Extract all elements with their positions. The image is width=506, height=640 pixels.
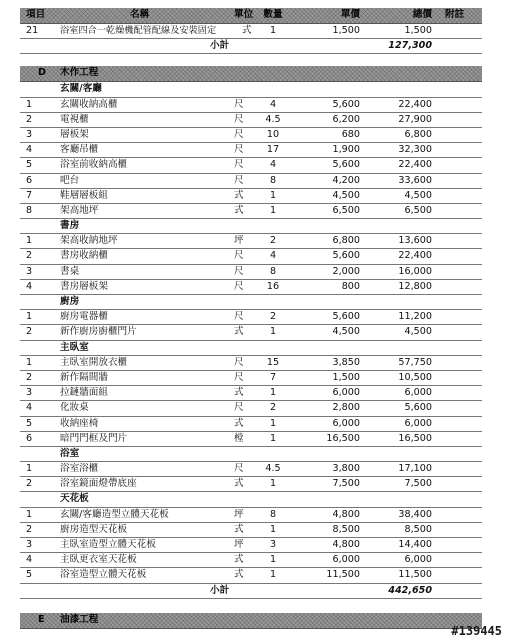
row-name: 新作隔間牆	[60, 371, 108, 383]
section-header-e	[20, 613, 482, 629]
subtotal-label: 小計	[210, 40, 230, 52]
row-name: 鞋層層板組	[60, 189, 108, 201]
row-total: 6,000	[404, 387, 432, 399]
header-name: 名稱	[130, 9, 150, 20]
row-qty: 1	[269, 25, 277, 36]
row-price: 3,800	[332, 463, 360, 475]
row-price: 1,500	[332, 25, 360, 36]
row-total: 10,500	[398, 371, 432, 383]
row-price: 6,000	[332, 387, 360, 399]
row-name: 浴室鏡面燈帶底座	[60, 478, 137, 490]
row-price: 800	[341, 280, 360, 292]
row-no: 1	[26, 235, 33, 247]
row-total: 16,500	[398, 432, 432, 444]
section-header-d	[20, 66, 482, 82]
table-row	[20, 113, 482, 128]
row-no: 2	[26, 523, 33, 535]
row-no: 21	[26, 25, 39, 36]
row-total: 6,500	[404, 204, 432, 216]
table-row	[20, 568, 482, 583]
table-row	[20, 432, 482, 447]
row-qty: 1	[269, 387, 277, 399]
row-total: 57,750	[398, 356, 432, 368]
row-price: 6,500	[332, 204, 360, 216]
row-total: 14,400	[398, 539, 432, 550]
row-price: 6,000	[332, 417, 360, 429]
row-unit: 尺	[234, 144, 244, 156]
row-no: 1	[26, 311, 33, 323]
subtotal-value: 127,300	[388, 40, 432, 52]
row-no: 2	[26, 371, 33, 383]
section-title: 油漆工程	[60, 613, 99, 625]
category-row	[20, 447, 482, 462]
table-header	[20, 8, 482, 24]
row-total: 1,500	[404, 25, 432, 36]
header-note: 附註	[445, 9, 465, 20]
row-price: 4,200	[332, 174, 360, 186]
row-name: 浴室浴櫃	[60, 463, 99, 475]
row-total: 27,900	[398, 113, 432, 125]
section-gap	[20, 54, 482, 66]
category-label: 浴室	[60, 447, 80, 459]
row-unit: 尺	[234, 356, 244, 368]
section-gap	[20, 599, 482, 613]
row-no: 5	[26, 417, 33, 429]
row-qty: 1	[269, 417, 277, 429]
row-qty: 1	[269, 432, 277, 444]
row-qty: 3	[269, 539, 277, 550]
row-price: 5,600	[332, 311, 360, 323]
row-qty: 1	[269, 523, 277, 535]
row-unit: 式	[234, 326, 244, 338]
row-qty: 4	[269, 98, 277, 110]
row-price: 5,600	[332, 250, 360, 262]
watermark-id: #139445	[451, 624, 502, 638]
table-row	[20, 462, 482, 477]
row-total: 33,600	[398, 174, 432, 186]
row-name: 廚房造型天花板	[60, 523, 128, 535]
row-total: 22,400	[398, 159, 432, 171]
row-qty: 2	[269, 235, 277, 247]
row-name: 新作廚房廚櫃門片	[60, 326, 137, 338]
header-item: 項目	[26, 9, 46, 20]
row-total: 4,500	[404, 189, 432, 201]
section-title: 木作工程	[60, 67, 99, 79]
row-price: 5,600	[332, 159, 360, 171]
row-no: 3	[26, 128, 33, 140]
row-unit: 尺	[234, 371, 244, 383]
row-name: 化妝桌	[60, 402, 89, 414]
category-row	[20, 219, 482, 234]
table-row	[20, 417, 482, 432]
row-qty: 15	[266, 356, 280, 368]
row-qty: 4.5	[265, 463, 281, 475]
section-code: D	[38, 67, 46, 79]
row-total: 32,300	[398, 144, 432, 156]
row-unit: 尺	[234, 113, 244, 125]
row-name: 玄關/客廳造型立體天花板	[60, 508, 169, 520]
quotation-sheet	[20, 8, 482, 629]
row-no: 1	[26, 356, 33, 368]
row-name: 層板架	[60, 128, 89, 140]
row-unit: 尺	[234, 280, 244, 292]
table-row	[20, 553, 482, 568]
row-price: 11,500	[326, 569, 360, 581]
row-price: 8,500	[332, 523, 360, 535]
row-price: 3,850	[332, 356, 360, 368]
row-no: 4	[26, 280, 33, 292]
row-name: 浴室四合一乾燥機配管配線及安裝固定	[60, 25, 217, 36]
row-total: 17,100	[398, 463, 432, 475]
table-row	[20, 325, 482, 340]
row-qty: 4	[269, 159, 277, 171]
row-name: 廚房電器櫃	[60, 311, 108, 323]
row-qty: 4.5	[265, 113, 281, 125]
row-price: 680	[341, 128, 360, 140]
row-qty: 7	[269, 371, 277, 383]
row-price: 6,800	[332, 235, 360, 247]
row-unit: 式	[234, 417, 244, 429]
row-name: 書房收納櫃	[60, 250, 108, 262]
row-no: 1	[26, 98, 33, 110]
row-unit: 坪	[234, 235, 244, 247]
row-total: 8,500	[404, 523, 432, 535]
row-name: 架高收納地坪	[60, 235, 118, 247]
header-total: 總價	[412, 9, 432, 20]
table-row	[20, 371, 482, 386]
header-unit: 單位	[234, 9, 254, 20]
row-total: 22,400	[398, 98, 432, 110]
row-qty: 17	[266, 144, 280, 156]
row-price: 1,900	[332, 144, 360, 156]
row-price: 4,800	[332, 539, 360, 550]
row-price: 6,200	[332, 113, 360, 125]
row-name: 玄關收納高櫃	[60, 98, 118, 110]
row-unit: 尺	[234, 250, 244, 262]
table-row	[20, 523, 482, 538]
category-row	[20, 341, 482, 356]
row-name: 電視櫃	[60, 113, 89, 125]
row-total: 16,000	[398, 265, 432, 277]
table-row	[20, 401, 482, 416]
table-row	[20, 98, 482, 113]
table-row	[20, 386, 482, 401]
row-no: 2	[26, 478, 33, 490]
row-name: 浴室造型立體天花板	[60, 569, 147, 581]
row-qty: 1	[269, 554, 277, 566]
row-unit: 尺	[234, 128, 244, 140]
row-price: 4,500	[332, 326, 360, 338]
row-no: 3	[26, 387, 33, 399]
row-name: 主臥室造型立體天花板	[60, 539, 156, 550]
row-no: 1	[26, 508, 33, 520]
row-total: 6,000	[404, 554, 432, 566]
row-unit: 式	[234, 554, 244, 566]
category-label: 天花板	[60, 493, 89, 505]
subtotal-row	[20, 584, 482, 599]
table-row	[20, 508, 482, 523]
category-row	[20, 492, 482, 507]
row-unit: 式	[234, 523, 244, 535]
row-name: 主臥室開放衣櫃	[60, 356, 128, 368]
row-price: 5,600	[332, 98, 360, 110]
row-no: 5	[26, 569, 33, 581]
table-row	[20, 265, 482, 280]
row-total: 11,200	[398, 311, 432, 323]
row-name: 書房層板架	[60, 280, 108, 292]
section-code: E	[38, 613, 45, 625]
table-row	[20, 158, 482, 173]
table-row	[20, 174, 482, 189]
row-no: 3	[26, 539, 33, 550]
row-unit: 尺	[234, 265, 244, 277]
row-no: 7	[26, 189, 33, 201]
row-total: 5,600	[404, 402, 432, 414]
row-qty: 1	[269, 478, 277, 490]
row-unit: 尺	[234, 402, 244, 414]
table-row	[20, 538, 482, 553]
row-unit: 式	[234, 569, 244, 581]
row-qty: 1	[269, 204, 277, 216]
row-unit: 尺	[234, 174, 244, 186]
row-unit: 式	[242, 25, 252, 36]
row-qty: 2	[269, 402, 277, 414]
row-name: 收納座椅	[60, 417, 99, 429]
row-unit: 尺	[234, 159, 244, 171]
header-qty: 數量	[263, 9, 283, 20]
row-qty: 10	[266, 128, 280, 140]
row-name: 暗門門框及門片	[60, 432, 128, 444]
row-price: 2,800	[332, 402, 360, 414]
row-no: 1	[26, 463, 33, 475]
row-no: 4	[26, 402, 33, 414]
row-price: 1,500	[332, 371, 360, 383]
row-total: 38,400	[398, 508, 432, 520]
row-total: 22,400	[398, 250, 432, 262]
row-name: 浴室前收納高櫃	[60, 159, 128, 171]
row-unit: 尺	[234, 98, 244, 110]
row-price: 4,800	[332, 508, 360, 520]
row-price: 2,000	[332, 265, 360, 277]
row-unit: 式	[234, 387, 244, 399]
row-total: 7,500	[404, 478, 432, 490]
row-no: 2	[26, 113, 33, 125]
row-no: 4	[26, 144, 33, 156]
row-unit: 樘	[234, 432, 244, 444]
row-qty: 8	[269, 265, 277, 277]
row-qty: 8	[269, 174, 277, 186]
row-total: 6,800	[404, 128, 432, 140]
row-qty: 1	[269, 326, 277, 338]
category-label: 廚房	[60, 296, 80, 307]
row-qty: 8	[269, 508, 277, 520]
item-groups	[20, 82, 482, 583]
row-name: 吧台	[60, 174, 80, 186]
table-row	[20, 189, 482, 204]
table-row	[20, 24, 482, 39]
row-total: 12,800	[398, 280, 432, 292]
row-unit: 式	[234, 204, 244, 216]
category-row	[20, 82, 482, 97]
row-name: 書桌	[60, 265, 80, 277]
row-unit: 尺	[234, 311, 244, 323]
row-total: 11,500	[398, 569, 432, 581]
row-no: 6	[26, 432, 33, 444]
table-row	[20, 356, 482, 371]
row-total: 13,600	[398, 235, 432, 247]
table-row	[20, 234, 482, 249]
table-row	[20, 204, 482, 219]
row-name: 主臥更衣室天花板	[60, 554, 137, 566]
row-price: 4,500	[332, 189, 360, 201]
row-price: 16,500	[326, 432, 360, 444]
category-label: 主臥室	[60, 341, 89, 353]
row-no: 2	[26, 250, 33, 262]
row-qty: 1	[269, 569, 277, 581]
table-row	[20, 128, 482, 143]
subtotal-label: 小計	[210, 584, 230, 596]
row-name: 架高地坪	[60, 204, 99, 216]
row-total: 4,500	[404, 326, 432, 338]
row-qty: 1	[269, 189, 277, 201]
table-row	[20, 143, 482, 158]
header-price: 單價	[340, 9, 360, 20]
table-row	[20, 249, 482, 264]
row-no: 5	[26, 159, 33, 171]
row-unit: 尺	[234, 463, 244, 475]
row-qty: 2	[269, 311, 277, 323]
row-no: 6	[26, 174, 33, 186]
row-no: 3	[26, 265, 33, 277]
category-row	[20, 295, 482, 310]
row-price: 7,500	[332, 478, 360, 490]
category-label: 玄關/客廳	[60, 83, 102, 95]
category-label: 書房	[60, 220, 80, 232]
table-row	[20, 280, 482, 295]
row-total: 6,000	[404, 417, 432, 429]
subtotal-row	[20, 39, 482, 54]
row-no: 8	[26, 204, 33, 216]
row-qty: 4	[269, 250, 277, 262]
row-no: 4	[26, 554, 33, 566]
row-qty: 16	[266, 280, 280, 292]
row-unit: 坪	[234, 508, 244, 520]
row-unit: 式	[234, 189, 244, 201]
table-row	[20, 477, 482, 492]
row-unit: 坪	[234, 539, 244, 550]
subtotal-value: 442,650	[388, 584, 432, 596]
row-name: 客廳吊櫃	[60, 144, 99, 156]
row-no: 2	[26, 326, 33, 338]
row-price: 6,000	[332, 554, 360, 566]
row-unit: 式	[234, 478, 244, 490]
row-name: 拉鏈牆面組	[60, 387, 108, 399]
table-row	[20, 310, 482, 325]
